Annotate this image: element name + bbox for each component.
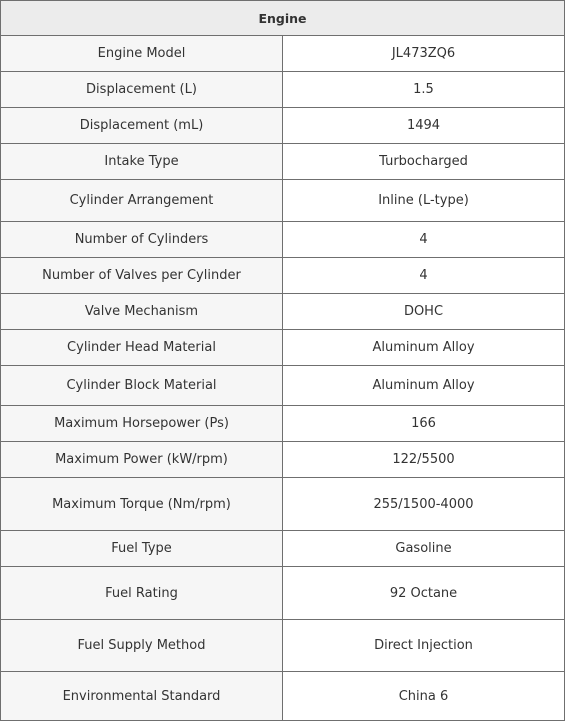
spec-label: Environmental Standard [1,672,283,721]
table-row [1,294,565,330]
spec-value: Turbocharged [283,144,565,180]
spec-label: Fuel Supply Method [1,620,283,672]
spec-label: Number of Valves per Cylinder [1,258,283,294]
table-row [1,222,565,258]
spec-value: Aluminum Alloy [283,366,565,406]
spec-label: Maximum Power (kW/rpm) [1,442,283,478]
table-row [1,330,565,366]
spec-label: Maximum Horsepower (Ps) [1,406,283,442]
table-row [1,108,565,144]
table-row [1,144,565,180]
spec-label: Displacement (L) [1,72,283,108]
spec-value: 1.5 [283,72,565,108]
spec-value: 92 Octane [283,567,565,620]
spec-value: Inline (L-type) [283,180,565,222]
table-row [1,478,565,531]
spec-value: 122/5500 [283,442,565,478]
spec-label: Cylinder Arrangement [1,180,283,222]
table-row [1,180,565,222]
table-row [1,406,565,442]
spec-label: Intake Type [1,144,283,180]
table-row [1,72,565,108]
spec-value: China 6 [283,672,565,721]
section-title: Engine [1,1,565,36]
table-row [1,442,565,478]
spec-value: 1494 [283,108,565,144]
spec-value: Direct Injection [283,620,565,672]
spec-value: DOHC [283,294,565,330]
spec-value: 4 [283,258,565,294]
spec-value: Gasoline [283,531,565,567]
spec-value: 255/1500-4000 [283,478,565,531]
spec-label: Number of Cylinders [1,222,283,258]
spec-label: Displacement (mL) [1,108,283,144]
table-row [1,258,565,294]
table-row [1,366,565,406]
spec-value: 166 [283,406,565,442]
table-header-row [1,1,565,36]
spec-value: JL473ZQ6 [283,36,565,72]
spec-label: Cylinder Head Material [1,330,283,366]
spec-label: Engine Model [1,36,283,72]
spec-label: Fuel Type [1,531,283,567]
table-row [1,620,565,672]
spec-label: Valve Mechanism [1,294,283,330]
spec-label: Cylinder Block Material [1,366,283,406]
spec-label: Fuel Rating [1,567,283,620]
table-row [1,531,565,567]
table-row [1,672,565,721]
table-row [1,567,565,620]
spec-value: Aluminum Alloy [283,330,565,366]
spec-label: Maximum Torque (Nm/rpm) [1,478,283,531]
spec-value: 4 [283,222,565,258]
table-row [1,36,565,72]
